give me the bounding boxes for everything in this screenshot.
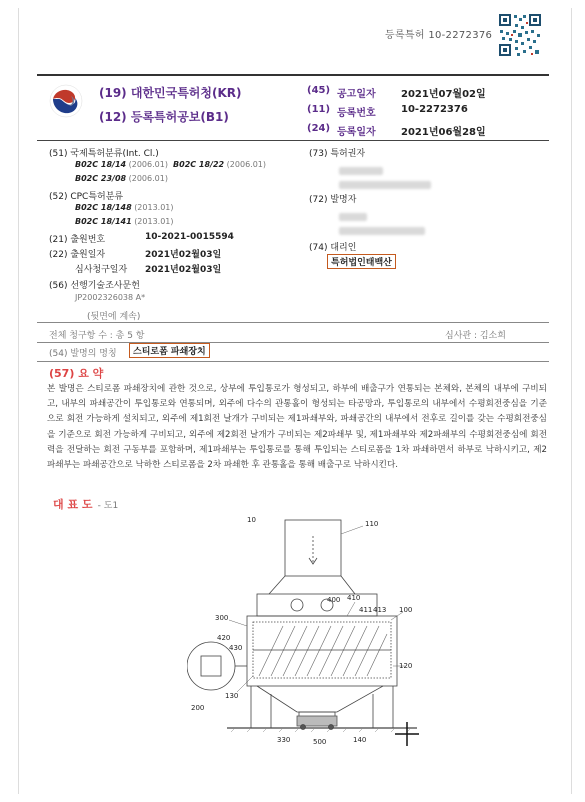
fig-label-140: 140 [353, 736, 367, 744]
examiner: 심사관 : 김소희 [445, 331, 506, 341]
pub-code-11: (11) [307, 104, 331, 115]
patent-page [18, 8, 572, 794]
pub-code-24: (24) [307, 123, 331, 134]
pub-label-11: 등록번호 [337, 108, 376, 119]
pub-label-24: 등록일자 [337, 127, 376, 138]
pub-value-45: 2021년07월02일 [401, 89, 486, 100]
fig-label-410: 410 [347, 594, 361, 602]
pub-value-11: 10-2272376 [401, 104, 468, 115]
office-line: (19) 대한민국특허청(KR) [99, 86, 242, 100]
pub-value-24: 2021년06월28일 [401, 127, 486, 138]
fig-label-120: 120 [399, 662, 413, 670]
prior-art-label: (56) 선행기술조사문헌 [49, 281, 140, 291]
patentee-address-redacted [339, 174, 431, 193]
exam-request-label: 심사청구일자 [75, 265, 128, 275]
fig-label-100: 100 [399, 606, 413, 614]
korea-emblem-icon [49, 84, 83, 118]
fig-label-300: 300 [215, 614, 229, 622]
abstract-text: 본 발명은 스티로폼 파쇄장치에 관한 것으로, 상부에 투입통로가 형성되고, 하부에 배출구가 연통되는 본체와, 본체의 내부에 구비되고, 내부의 파쇄공간이 투입통로와 연통되며, 외주에 다수의 관통홀이 형성되는 타공망과, 투입통로의 내부에서 수평회전중심을 기준으로 회전 가능하게 설치되고, 외주에 제1회전 날개가 구비되는 제1파쇄부와, 파쇄공간의 내부에서 전후로 길이를 갖는 수평회전중심을 기준으로 회전 가능하게 구비되고, 외주에 제2회전 날개가 구비되는 제2파쇄부 및, 제1파쇄부와 제2파쇄부의 수평회전중심에 회전력을 전달하는 회전 구동부를 포함하며, 제1파쇄부는 투입통로를 통해 투입되는 스티로폼을 1차 파쇄하면서 하부로 낙하시키고, 제2파쇄부는 파쇄공간으로 낙하한 스티로폼을 2차 파쇄한 후 관통홀을 통해 배출구로 낙하시킨다. [47, 384, 547, 471]
pub-label-45: 공고일자 [337, 89, 376, 100]
cpc-code-2: B02C 18/141 (2013.01) [75, 217, 174, 226]
patentee-label: (73) 특허권자 [309, 149, 366, 159]
claims-rule-bottom [37, 342, 549, 343]
representative-drawing [187, 516, 423, 748]
registration-number-top: 등록특허 10-2272376 [385, 30, 493, 41]
exam-request-date: 2021년02월03일 [145, 265, 222, 275]
inventor-label: (72) 발명자 [309, 195, 357, 205]
invention-title: 스티로폼 파쇄장치 [129, 343, 210, 358]
fig-label-130: 130 [225, 692, 239, 700]
title-rule-bottom [37, 361, 549, 362]
inventor-address-redacted [339, 220, 425, 239]
pub-code-45: (45) [307, 85, 331, 96]
fig-label-411: 411 [359, 606, 373, 614]
fig-label-413: 413 [373, 606, 387, 614]
application-date-label: (22) 출원일자 [49, 250, 106, 260]
claims-rule-top [37, 322, 549, 323]
total-claims: 전체 청구항 수 : 총 5 항 [49, 331, 145, 341]
ipc-code-3: B02C 23/08 (2006.01) [75, 174, 168, 183]
fig-label-10: 10 [247, 516, 256, 524]
header-bottom-rule [37, 140, 549, 141]
fig-label-420: 420 [217, 634, 231, 642]
fig-label-200: 200 [191, 704, 205, 712]
fig-label-400: 400 [327, 596, 341, 604]
application-number-label: (21) 출원번호 [49, 235, 106, 245]
invention-title-label: (54) 발명의 명칭 [49, 349, 117, 359]
fig-label-500: 500 [313, 738, 327, 746]
agent-name: 특허법인태백산 [327, 254, 396, 269]
prior-art-document: JP2002326038 A* [75, 293, 146, 302]
header-top-rule [37, 74, 549, 76]
cpc-code-1: B02C 18/148 (2013.01) [75, 203, 174, 212]
abstract-heading: (57) 요 약 [49, 367, 104, 380]
ipc-code-1: B02C 18/14 (2006.01) B02C 18/22 (2006.01) [75, 160, 266, 169]
fig-label-110: 110 [365, 520, 379, 528]
publication-type-line: (12) 등록특허공보(B1) [99, 110, 229, 124]
application-date: 2021년02월03일 [145, 250, 222, 260]
ipc-label: (51) 국제특허분류(Int. Cl.) [49, 149, 159, 159]
application-number: 10-2021-0015594 [145, 232, 234, 242]
fig-label-430: 430 [229, 644, 243, 652]
continued-note: (뒷면에 계속) [87, 312, 141, 322]
cpc-label: (52) CPC특허분류 [49, 192, 124, 202]
qr-code-icon [497, 12, 543, 58]
agent-label: (74) 대리인 [309, 243, 357, 253]
fig-label-320: 330 [277, 736, 291, 744]
representative-figure-label: 대 표 도 - 도1 [53, 498, 119, 511]
crosshair-cursor-icon [395, 722, 419, 746]
